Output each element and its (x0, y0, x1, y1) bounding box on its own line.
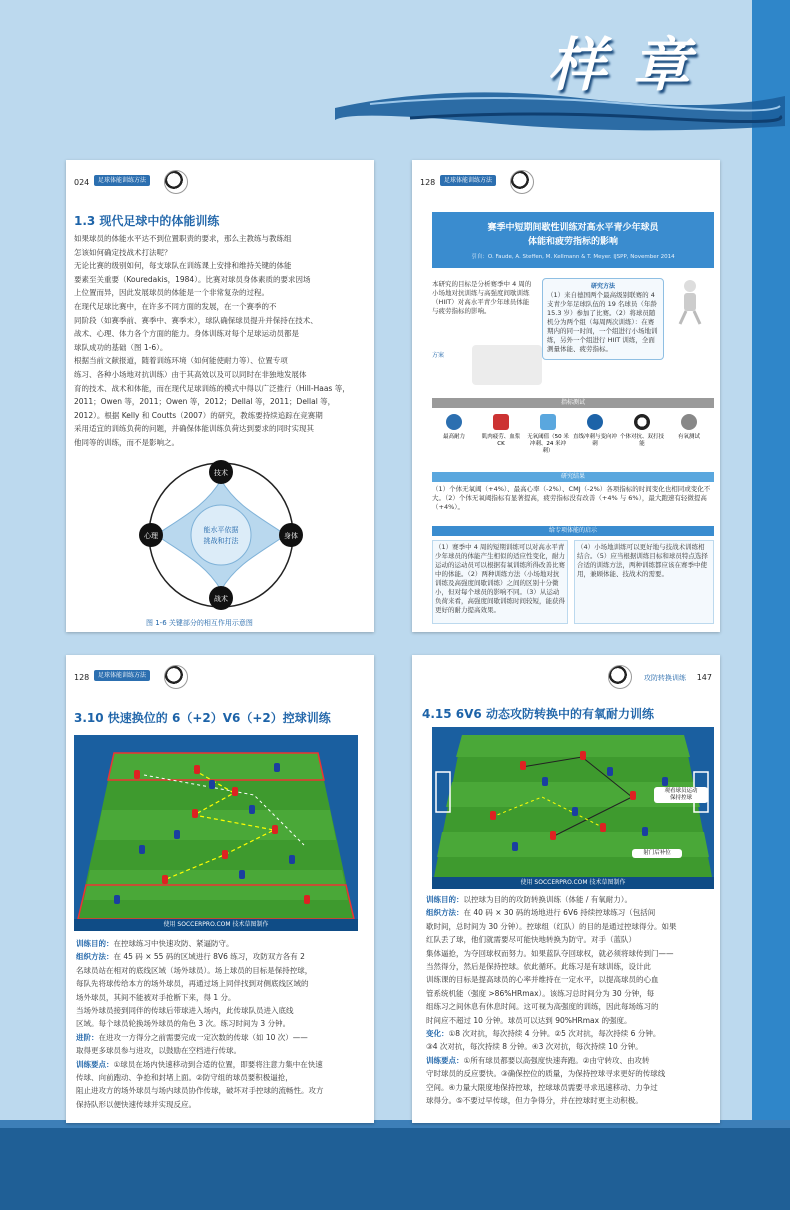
text-line: 球队成功的基础（图 1-6）。 (74, 342, 168, 352)
text-line: 名球员站在相对的底线区域（场外球员）。场上球员的目标是保持控球， (76, 965, 313, 975)
indicator-label: 直线冲刺与变向冲刺 (573, 434, 618, 447)
page-header (74, 172, 366, 192)
diagram-left-node: 心理 (144, 532, 158, 540)
text-line: 场外球员，其间不能被对手抢断下来，得 1 分。 (76, 992, 236, 1002)
text-line: 上位置而异，因此发展球员的体能是一个非常复杂的过程。 (74, 288, 269, 298)
method-text: （1）来自德国两个最高级别联赛的 4 支青少年足球队伍的 19 名球员（年龄 15.3 岁）参加了比赛。（2）将球员随机分为两个组（每周两次训练）：在赛期内的同一时间，一个组进行小场地训练，另外一个组进行 HIIT 训练，全面测量体能、疲劳指标。 (547, 291, 658, 353)
text-line: 战术、心理、体力各个方面的能力。身体训练对每个足球运动员都是 (74, 329, 299, 339)
body-text (74, 232, 366, 450)
text-line: 育的技术、战术和体能，而在现代足球训练的模式中得以广泛推行（Hill-Haas 等， (74, 383, 350, 393)
text-line: 歇时间，总时间为 30 分钟）。控球组（红队）的目的是通过控球得分。如果 (426, 921, 677, 931)
indicators-row (432, 412, 714, 464)
drill-field-diagram (432, 727, 714, 889)
text-line: 要素至关重要（Kouredakis，1984）。比赛对球员身体素质的要求因场 (74, 274, 311, 284)
indicator-item (526, 412, 570, 455)
text-line: 如果球员的体能水平达不到位置职责的要求，那么主教练与教练组 (74, 234, 292, 243)
indicator-label: 肌肉疲劳、血浆 CK (481, 434, 521, 447)
player-figure-icon (670, 278, 710, 328)
pitch-drawing (74, 735, 358, 919)
text-line: 每队先将球传给本方的场外球员，再通过场上同伴找到对侧底线区域的 (76, 979, 309, 989)
conclusion-right: （4）小场地训练可以更好地与技战术训练相结合。（5）应当根据训练目标和球员特点选择合适的训练方法，两种训练都应该在赛季中使用，兼顾体能、技战术的需要。 (574, 540, 714, 624)
indicators-bar: 指标测试 (432, 398, 714, 408)
page-header (74, 667, 366, 687)
diagram-center-line1: 能水平依据 (203, 526, 239, 534)
book-title-tab: 足球体能训练方法 (440, 175, 496, 186)
text-line: 传球、向前跑动、争抢和封堵上面。②防守组的球员要积极逼抢， (76, 1073, 293, 1083)
method-box (542, 278, 664, 360)
text-line: 训练要点：①球员在场内快速移动到合适的位置，即要将注意力集中在快速 (76, 1059, 323, 1069)
sample-page-4 (412, 655, 720, 1123)
soccer-ball-icon (164, 170, 188, 194)
section-title: 4.15 6V6 动态攻防转换中的有氧耐力训练 (422, 707, 654, 721)
soccer-ball-icon (164, 665, 188, 689)
diagram-bottom-node: 战术 (214, 595, 228, 603)
text-line: 变化：①8 次对抗，每次持续 4 分钟。②5 次对抗，每次持续 6 分钟。 (426, 1029, 661, 1039)
indicator-item (667, 412, 711, 441)
text-line: 训练课的目标是提高球员的心率并维持在一定水平，以提高球员的心血 (426, 975, 659, 985)
results-bar: 研究结果 (432, 472, 714, 482)
text-line: 训练要点：①所有球员都要以高强度快速奔跑。②由守转攻、由攻转 (426, 1055, 650, 1065)
text-line: 红队丢了球，他们就需要尽可能快地转换为防守。对手（蓝队） (426, 935, 636, 945)
drill-description (426, 893, 718, 1108)
diagram-center-line2: 挑战和打法 (203, 537, 239, 545)
indicator-item (573, 412, 617, 448)
indicator-item (432, 412, 476, 441)
text-line: 取得更多球员参与进攻，以鼓励在空档进行传球。 (76, 1046, 241, 1056)
text-line: 保持队形以便快速传球并实现反应。 (76, 1099, 196, 1109)
text-line: 进阶：在进攻一方得分之前需要完成一定次数的传球（如 10 次）—— (76, 1032, 308, 1042)
text-line: 阻止进攻方的场外球员与场内球员协作传球，破坏对手控球的流畅性。攻方 (76, 1086, 324, 1096)
indicator-label: 有氧测试 (677, 434, 700, 440)
text-line: 组织方法：在 40 码 × 30 码的场地进行 6V6 持续控球练习（包括间 (426, 908, 656, 918)
study-intro: 本研究的目标是分析赛季中 4 周的小场地对抗训练与高强度间歇训练（HIIT）对高水平青少年球员体能与疲劳指标的影响。 (432, 280, 532, 315)
drill-description (76, 937, 366, 1111)
results-text: （1）个体无氧阈（+4%）、最高心率（-2%）、CMJ（-2%）各项指标的时间变化也相同或变化不大。（2）个体无氧阈指标有显著提高，疲劳指标没有改善（+4% 与 6%），最大跑速有轻微提高（+4%）。 (432, 485, 711, 511)
text-line: 根据当前文献报道，随着训练环境（如何能使耐力等）、位置专项 (74, 356, 288, 366)
study-title-line2: 体能和疲劳指标的影响 (527, 237, 618, 247)
indicator-item (479, 412, 523, 448)
page-number: 128 (420, 178, 436, 187)
diagram-top-node: 技术 (214, 469, 228, 477)
text-line: 2011；Owen 等，2011；Owen 等，2012；Dellal 等，2011；Dellal 等， (74, 397, 336, 407)
text-line: 组织方法：在 45 码 × 55 码的区域进行 8V6 练习，攻防双方各有 2 (76, 952, 305, 962)
soccer-ball-icon (608, 665, 632, 689)
text-line: 集体逼抢，为夺回球权而努力。如果蓝队夺回球权，就必须将球传到门—— (426, 948, 674, 958)
text-line: 区域。每个球员轮换场外球员的角色 3 次。练习时间为 3 分钟。 (76, 1019, 291, 1029)
text-line: 当然得分，然后是保持控球。依此循环。此练习是有球训练，设计此 (426, 962, 651, 972)
figure-caption: 图 1-6 关键部分的相互作用示意图 (146, 619, 253, 627)
text-line: 守时球员的反应要快。③确保控位的质量，为保持控球寻求更好的传球线 (426, 1069, 666, 1079)
indicator-label: 个体对抗、双打技能 (620, 434, 665, 447)
section-title: 3.10 快速换位的 6（+2）V6（+2）控球训练 (74, 711, 331, 725)
text-line: 怎该如何确定技战术打法呢？ (74, 247, 172, 257)
background-bottom-band (0, 1128, 790, 1210)
study-title-box (432, 212, 714, 268)
text-line: 采用适宜的训练负荷的问题，并确保体能训练负荷达到要求的同时实现其 (74, 424, 314, 434)
conclusion-left: （1）赛季中 4 周的短期训练可以对高水平青少年球员的体能产生相似的适应性变化，耐力运动的运动员可以根据有氧训练所得改善比赛中的体能。（2）两种训练方法（小场地对抗训练及高强度间歇训练）之间的区别十分微小，但对每个球员的影响不同。（3）从运动负荷来看，高强度间歇训练时间较短，能获得更好的耐力提高效果。 (432, 540, 568, 624)
book-title-tab: 足球体能训练方法 (94, 670, 150, 681)
interaction-diagram (126, 460, 316, 610)
soccer-ball-icon (510, 170, 534, 194)
page-header (420, 667, 712, 687)
text-line: 无论比赛的级别如何，每支球队在训练课上安排和维持关键的体能 (74, 261, 292, 271)
text-line: 训练目的：以控球为目的的攻防转换训练（体能 / 有氧耐力）。 (426, 895, 633, 904)
section-title: 1.3 现代足球中的体能训练 (74, 214, 220, 228)
text-line: ③4 次对抗，每次持续 8 分钟。④3 次对抗，每次持续 10 分钟。 (426, 1042, 643, 1052)
diagram-right-node: 身体 (284, 532, 298, 540)
text-line: 2012）。根据 Kelly 和 Coutts（2007）的研究，教练要持续追踪在竞赛期 (74, 410, 323, 420)
text-line: 他同等的训练，而不是影响之。 (74, 437, 179, 447)
callout-label-a: 观看球员运动 保持控球 (654, 787, 708, 803)
text-line: 球得分。⑤不要过早传球，但力争得分，并在控球时更主动积极。 (426, 1096, 643, 1106)
text-line: 组练习之间休息有休息时间。这可视为高强度的训练，因此每场练习的 (426, 1002, 659, 1012)
field-caption: 使用 SOCCERPRO.COM 技术草图制作 (432, 877, 714, 889)
text-line: 当场外球员接到同伴的传球后带球进入场内，此传球队员进入底线 (76, 1006, 294, 1016)
page-number: 024 (74, 178, 90, 187)
indicator-label: 最高耐力 (442, 434, 465, 440)
text-line: 空间。④力量大限度地保持控球，控球球员需要寻求迅速移动、力争过 (426, 1082, 658, 1092)
page-number: 128 (74, 673, 90, 682)
book-title-tab: 足球体能训练方法 (94, 175, 150, 186)
text-line: 同阶段（如赛季前、赛季中、赛季末），球队确保球员提升并保持在技术、 (74, 315, 318, 325)
sample-chapter-banner: 样章 (548, 31, 717, 99)
indicator-label: 无氧阈值（50 米冲刺、24 米冲刺） (527, 434, 569, 454)
callout-label-b: 射门后补位 (632, 849, 682, 858)
sample-page-3 (66, 655, 374, 1123)
method-label: 研究方法 (590, 283, 615, 290)
scheme-label: 方案 (432, 352, 445, 359)
study-title-line1: 赛季中短期间歇性训练对高水平青少年球员 (487, 223, 659, 233)
running-head: 攻防转换训练 (644, 674, 686, 682)
drill-field-diagram (74, 735, 358, 931)
text-line: 时间应不超过 10 分钟。球员可以达到 90%HRmax 的强度。 (426, 1015, 632, 1025)
scheme-figures (472, 345, 542, 385)
indicator-item (620, 412, 664, 448)
text-line: 在现代足球比赛中，在许多不同方面的发展，在一个赛季的不 (74, 301, 277, 311)
conclusion-bar: 给专项体能的启示 (432, 526, 714, 536)
sample-page-1 (66, 160, 374, 632)
field-caption: 使用 SOCCERPRO.COM 技术草图制作 (74, 919, 358, 931)
page-number: 147 (696, 673, 712, 682)
background-side-strip (752, 0, 790, 1130)
study-source: 引自：O. Faude, A. Steffen, M. Kellmann & T. Meyer. IJSPP, November 2014 (471, 254, 675, 260)
sample-page-2 (412, 160, 720, 632)
text-line: 管系统机能（强度 >86%HRmax）。该练习总时间分为 30 分钟，每 (426, 988, 655, 998)
page-header (420, 172, 712, 192)
text-line: 练习、各种小场地对抗训练）由于其高效以及可以同时在非独地发展体 (74, 369, 307, 379)
text-line: 训练目的：在控球练习中快速攻防、紧逼防守。 (76, 939, 234, 948)
